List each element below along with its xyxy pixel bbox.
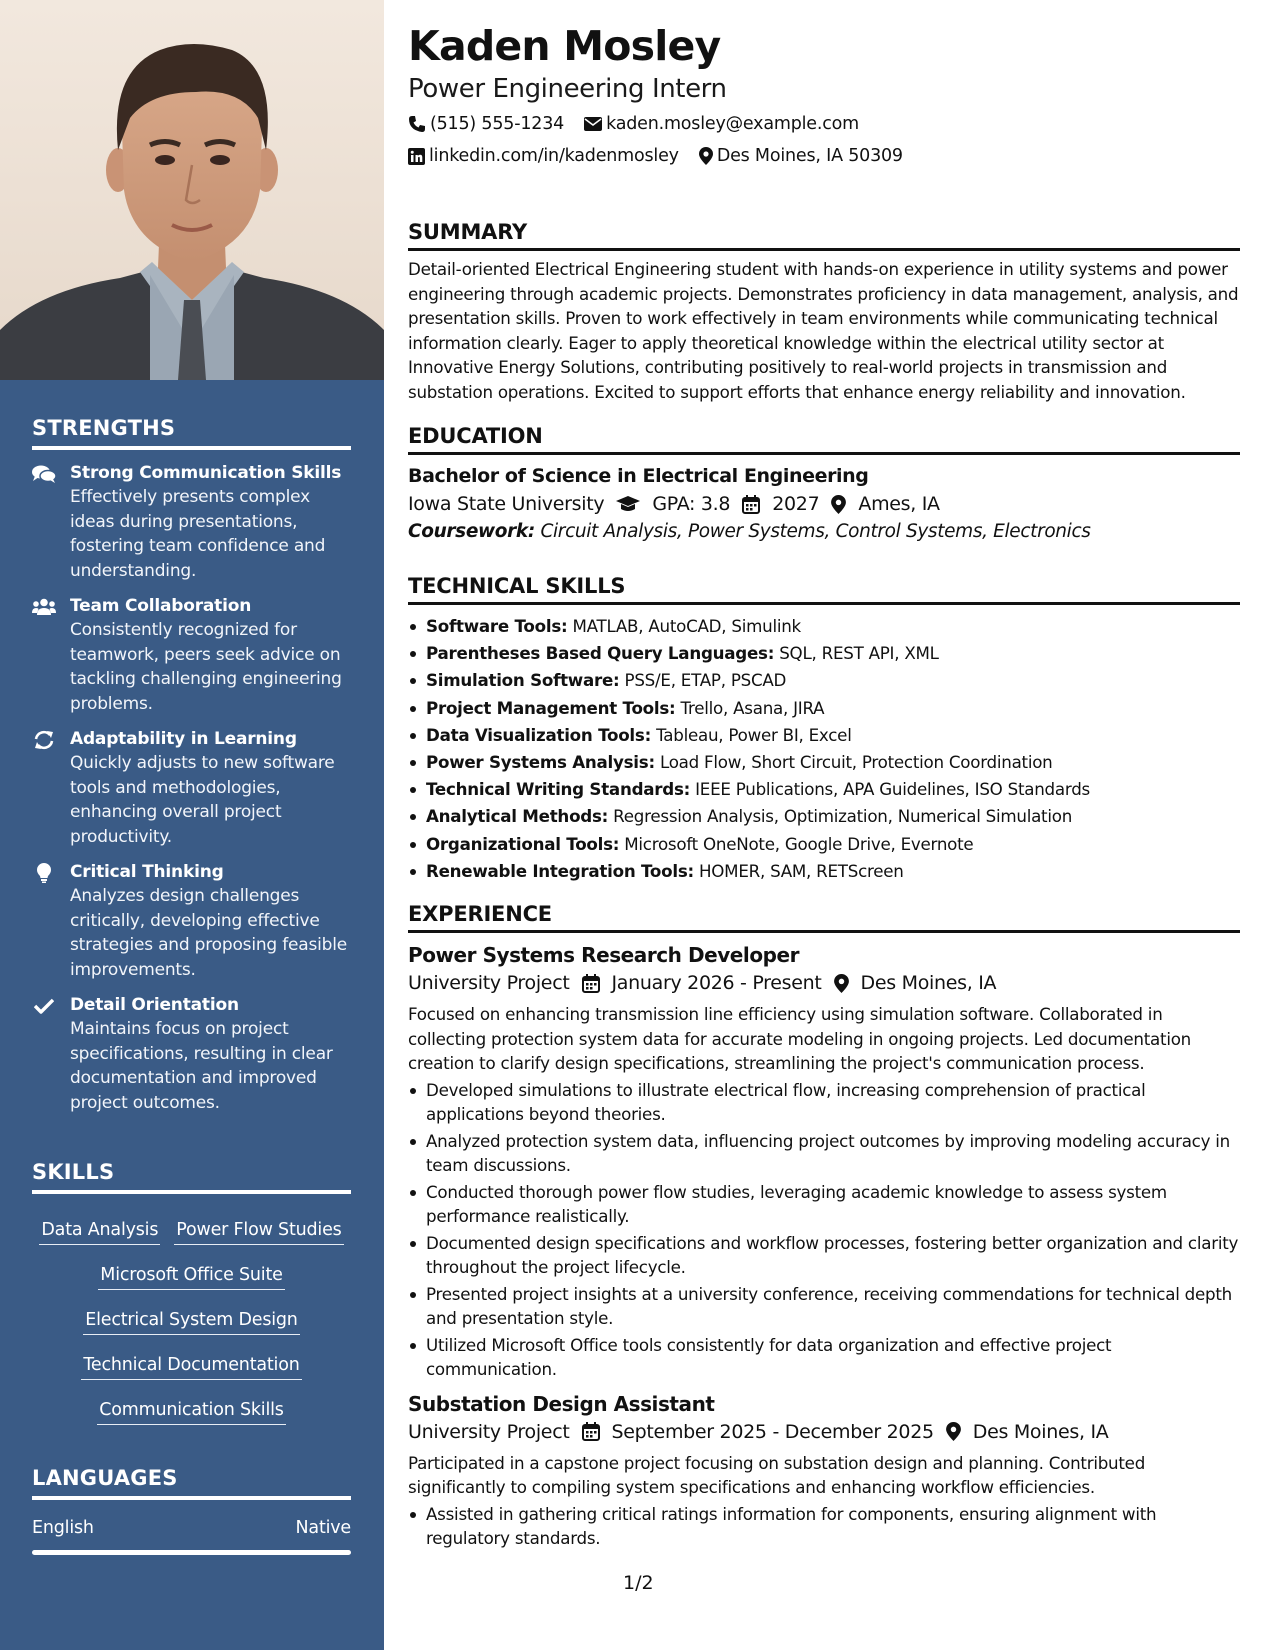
contact-row-2 xyxy=(408,146,923,166)
map-pin-icon xyxy=(834,974,849,993)
gpa-text: GPA: 3.8 xyxy=(652,493,731,515)
strengths-heading: STRENGTHS xyxy=(32,416,351,450)
job-entry xyxy=(408,1392,1240,1551)
skill-chip: Power Flow Studies xyxy=(174,1218,343,1245)
map-pin-icon xyxy=(831,495,846,514)
list-item xyxy=(408,722,1240,749)
list-item xyxy=(408,776,1240,803)
strength-item xyxy=(32,994,351,1115)
location-item xyxy=(699,146,903,166)
job-bullets xyxy=(408,1502,1240,1551)
list-item xyxy=(408,667,1240,694)
education-section xyxy=(408,424,1240,542)
calendar-icon xyxy=(582,1422,600,1441)
skill-value: IEEE Publications, APA Guidelines, ISO Standards xyxy=(695,779,1090,800)
skill-label: Parentheses Based Query Languages: xyxy=(426,643,775,664)
skill-chip: Microsoft Office Suite xyxy=(98,1263,284,1290)
strength-title: Detail Orientation xyxy=(70,995,239,1015)
skill-label: Analytical Methods: xyxy=(426,806,609,827)
users-icon xyxy=(32,597,56,617)
languages-section xyxy=(32,1466,351,1555)
strength-desc: Analyzes design challenges critically, developing effective strategies and proposing feasible improvements. xyxy=(70,886,348,980)
map-pin-icon xyxy=(699,147,713,165)
job-org: University Project xyxy=(408,972,570,994)
strength-title: Adaptability in Learning xyxy=(70,729,297,749)
candidate-name: Kaden Mosley xyxy=(408,22,721,70)
skill-label: Renewable Integration Tools: xyxy=(426,860,694,881)
job-meta xyxy=(408,1421,1240,1443)
job-title: Power Systems Research Developer xyxy=(408,943,800,967)
skill-value: PSS/E, ETAP, PSCAD xyxy=(624,670,787,691)
skill-chip: Communication Skills xyxy=(97,1398,285,1425)
skills-section xyxy=(32,1160,351,1433)
job-summary: Participated in a capstone project focusing on substation design and planning. Contributed significantly to compiling system specifications and enhancing workflow efficiencies. xyxy=(408,1452,1146,1497)
skill-label: Project Management Tools: xyxy=(426,697,676,718)
job-summary: Focused on enhancing transmission line efficiency using simulation software. Collaborated in collecting protection system data for accurate modeling in ongoing projects. Led documentation creation to clarify design specifications, streamlining the project's communication process. xyxy=(408,1004,1191,1073)
coursework xyxy=(408,521,1240,542)
education-location-text: Ames, IA xyxy=(858,493,940,515)
job-title: Substation Design Assistant xyxy=(408,1391,715,1416)
job-dates: September 2025 - December 2025 xyxy=(611,1420,934,1443)
calendar-icon xyxy=(582,974,600,993)
list-item xyxy=(408,749,1240,776)
list-item xyxy=(408,613,1240,640)
list-item xyxy=(408,695,1240,722)
page-number: 1/2 xyxy=(623,1572,654,1594)
phone-item xyxy=(408,114,564,134)
comments-icon xyxy=(32,464,56,484)
list-item: Presented project insights at a university conference, receiving commendations for technical depth and presentation style. xyxy=(408,1282,1240,1331)
skill-value: HOMER, SAM, RETScreen xyxy=(699,860,904,881)
year-item xyxy=(742,493,819,515)
graduation-cap-icon xyxy=(616,496,640,513)
language-proficiency-bar xyxy=(32,1550,351,1555)
list-item: Utilized Microsoft Office tools consistently for data organization and effective project communication. xyxy=(408,1333,1240,1382)
envelope-icon xyxy=(584,117,602,131)
education-location-item xyxy=(831,493,939,515)
strength-desc: Consistently recognized for teamwork, peers seek advice on tackling challenging engineering problems. xyxy=(70,620,342,714)
experience-section xyxy=(408,902,1240,1553)
skill-value: Trello, Asana, JIRA xyxy=(680,697,825,718)
list-item: Documented design specifications and workflow processes, fostering better organization and clarity throughout the project lifecycle. xyxy=(408,1231,1240,1280)
skill-chip: Technical Documentation xyxy=(81,1353,301,1380)
language-row xyxy=(32,1518,351,1538)
skill-chip: Electrical System Design xyxy=(83,1308,299,1335)
coursework-label: Coursework: xyxy=(408,521,535,542)
technical-skills-list xyxy=(408,613,1240,885)
language-level: Native xyxy=(295,1518,351,1538)
list-item: Developed simulations to illustrate electrical flow, increasing comprehension of practical applications beyond theories. xyxy=(408,1078,1240,1127)
list-item xyxy=(408,803,1240,830)
phone-text: (515) 555-1234 xyxy=(430,114,565,134)
list-item xyxy=(408,640,1240,667)
job-location-item xyxy=(834,972,997,994)
strength-desc: Quickly adjusts to new software tools and methodologies, enhancing overall project productivity. xyxy=(70,753,335,847)
map-pin-icon xyxy=(946,1422,961,1441)
job-meta xyxy=(408,972,1240,994)
list-item: Analyzed protection system data, influencing project outcomes by improving modeling accuracy in team discussions. xyxy=(408,1129,1240,1178)
languages-heading: LANGUAGES xyxy=(32,1466,351,1500)
skill-chip: Data Analysis xyxy=(39,1218,160,1245)
skill-value: Microsoft OneNote, Google Drive, Evernote xyxy=(624,833,974,854)
list-item xyxy=(408,831,1240,858)
skill-label: Organizational Tools: xyxy=(426,833,620,854)
strength-item xyxy=(32,462,351,583)
summary-heading: SUMMARY xyxy=(408,220,1240,251)
list-item: Assisted in gathering critical ratings information for components, ensuring alignment with regulatory standards. xyxy=(408,1502,1240,1551)
sidebar xyxy=(0,0,384,1650)
strengths-section xyxy=(32,416,351,1115)
phone-icon xyxy=(408,115,426,133)
job-dates: January 2026 - Present xyxy=(611,972,822,994)
job-dates-item xyxy=(582,972,822,994)
coursework-text: Circuit Analysis, Power Systems, Control Systems, Electronics xyxy=(540,521,1091,542)
calendar-icon xyxy=(742,495,760,514)
linkedin-text[interactable]: linkedin.com/in/kadenmosley xyxy=(429,146,679,166)
skill-value: Load Flow, Short Circuit, Protection Coordination xyxy=(659,752,1053,773)
degree-title: Bachelor of Science in Electrical Engineering xyxy=(408,465,869,487)
candidate-title: Power Engineering Intern xyxy=(408,74,727,104)
job-bullets xyxy=(408,1078,1240,1382)
location-text: Des Moines, IA 50309 xyxy=(716,146,903,166)
gpa-item xyxy=(616,493,730,515)
strength-item xyxy=(32,728,351,849)
email-item[interactable] xyxy=(584,114,859,134)
profile-photo xyxy=(0,0,384,380)
lightbulb-icon xyxy=(32,863,56,883)
experience-heading: EXPERIENCE xyxy=(408,902,1240,933)
job-dates-item xyxy=(582,1421,934,1443)
education-heading: EDUCATION xyxy=(408,424,1240,455)
strength-title: Team Collaboration xyxy=(70,596,252,616)
linkedin-icon xyxy=(408,148,425,165)
technical-skills-heading: TECHNICAL SKILLS xyxy=(408,574,1240,605)
skills-heading: SKILLS xyxy=(32,1160,351,1194)
language-name: English xyxy=(32,1518,94,1538)
skill-value: Tableau, Power BI, Excel xyxy=(656,724,852,745)
skill-label: Technical Writing Standards: xyxy=(426,779,691,800)
summary-section xyxy=(408,220,1240,404)
email-text[interactable]: kaden.mosley@example.com xyxy=(606,114,859,134)
strength-desc: Maintains focus on project specifications, resulting in clear documentation and improved project outcomes. xyxy=(70,1019,333,1113)
education-meta xyxy=(408,493,1240,515)
check-icon xyxy=(32,996,56,1016)
list-item xyxy=(408,858,1240,885)
job-entry xyxy=(408,943,1240,1382)
strength-title: Critical Thinking xyxy=(70,862,224,882)
skill-value: Regression Analysis, Optimization, Numerical Simulation xyxy=(613,806,1073,827)
skill-value: SQL, REST API, XML xyxy=(779,643,939,664)
skill-label: Simulation Software: xyxy=(426,670,620,691)
linkedin-item[interactable] xyxy=(408,146,679,166)
strength-item xyxy=(32,861,351,982)
job-org: University Project xyxy=(408,1420,570,1443)
strength-title: Strong Communication Skills xyxy=(70,463,342,483)
strength-desc: Effectively presents complex ideas during presentations, fostering team confidence and understanding. xyxy=(70,487,326,581)
skill-label: Software Tools: xyxy=(426,616,568,636)
contact-row-1 xyxy=(408,114,879,134)
skill-label: Power Systems Analysis: xyxy=(426,752,655,773)
strength-item xyxy=(32,595,351,716)
list-item: Conducted thorough power flow studies, leveraging academic knowledge to assess system performance realistically. xyxy=(408,1180,1240,1229)
skill-label: Data Visualization Tools: xyxy=(426,724,652,745)
job-location: Des Moines, IA xyxy=(860,972,997,994)
technical-skills-section xyxy=(408,574,1240,885)
school-name: Iowa State University xyxy=(408,493,605,515)
summary-text: Detail-oriented Electrical Engineering student with hands-on experience in utility systems and power engineering through academic projects. Demonstrates proficiency in data management, analysis, and presentation skills. Proven to work effectively in team environments while communicating technical information clearly. Eager to apply theoretical knowledge within the electrical utility sector at Innovative Energy Solutions, contributing positively to real-world projects in transmission and substation operations. Excited to support efforts that enhance energy reliability and innovation. xyxy=(408,259,1239,402)
job-location-item xyxy=(946,1421,1109,1443)
job-location: Des Moines, IA xyxy=(972,1420,1109,1443)
year-text: 2027 xyxy=(772,493,820,515)
skills-list xyxy=(32,1208,351,1433)
skill-value: MATLAB, AutoCAD, Simulink xyxy=(572,616,801,636)
refresh-icon xyxy=(32,730,56,750)
